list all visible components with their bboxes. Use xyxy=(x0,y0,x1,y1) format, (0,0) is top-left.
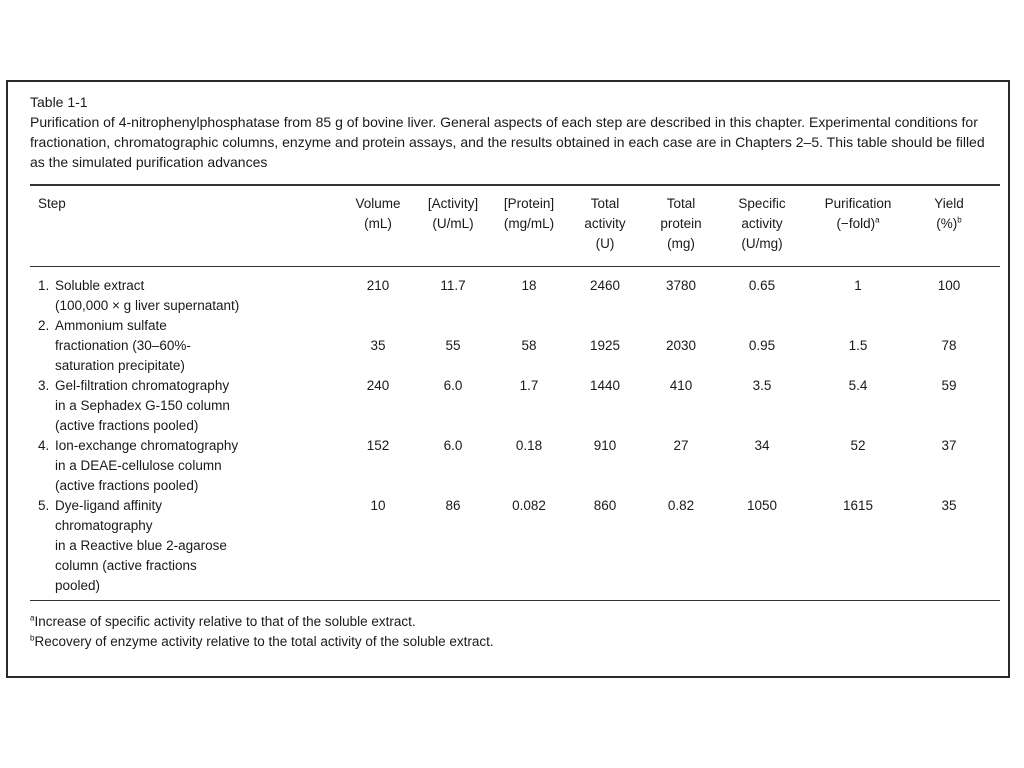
cell-purification: 1 xyxy=(854,278,862,293)
footnote-b-text: Recovery of enzyme activity relative to the total activity of the soluble extract. xyxy=(34,634,494,649)
footnote-mark-b: b xyxy=(957,215,962,225)
cell-total-activity: 2460 xyxy=(589,278,621,293)
step-number: 5. xyxy=(38,498,50,513)
step-cell xyxy=(38,316,338,376)
step-description: Ammonium sulfate fractionation (30–60%- saturation precipitate) xyxy=(55,318,191,373)
cell-volume: 35 xyxy=(370,338,386,353)
header-protein: [Protein] (mg/mL) xyxy=(503,196,555,231)
cell-volume: 210 xyxy=(366,278,390,293)
cell-activity: 11.7 xyxy=(440,278,466,293)
cell-volume: 152 xyxy=(366,438,390,453)
cell-protein: 0.18 xyxy=(515,438,543,453)
cell-protein: 0.082 xyxy=(512,498,546,513)
header-specific-activity: Specific activity (U/mg) xyxy=(738,196,786,251)
step-cell xyxy=(38,496,338,596)
step-description: Soluble extract (100,000 × g liver supernatant) xyxy=(55,278,240,313)
cell-total-protein: 2030 xyxy=(665,338,697,353)
bottom-rule xyxy=(30,600,1000,601)
header-total-protein: Total protein (mg) xyxy=(660,196,702,251)
header-yield-text: Yield (%) xyxy=(934,196,964,231)
cell-activity: 86 xyxy=(445,498,461,513)
cell-protein: 58 xyxy=(521,338,537,353)
header-purification-text: Purification (−fold) xyxy=(824,196,892,231)
footnote-b-mark: b xyxy=(30,633,35,643)
cell-specific-activity: 0.65 xyxy=(748,278,776,293)
header-yield xyxy=(914,194,984,234)
cell-activity: 6.0 xyxy=(443,378,463,393)
footnote-a-mark: a xyxy=(30,613,35,623)
step-cell xyxy=(38,376,338,436)
table-frame xyxy=(6,80,1010,678)
header-step: Step xyxy=(38,196,66,211)
cell-total-activity: 1440 xyxy=(589,378,621,393)
cell-total-protein: 410 xyxy=(669,378,693,393)
cell-specific-activity: 34 xyxy=(754,438,770,453)
step-number: 4. xyxy=(38,438,50,453)
step-description: Dye-ligand affinity chromatography in a Reactive blue 2-agarose column (active fractions pooled) xyxy=(55,498,227,593)
header-total-activity: Total activity (U) xyxy=(584,196,626,251)
step-number: 2. xyxy=(38,318,50,333)
header-purification xyxy=(808,194,908,234)
footnote-a xyxy=(30,612,416,632)
step-description: Ion-exchange chromatography in a DEAE-cellulose column (active fractions pooled) xyxy=(55,438,239,493)
footnote-b xyxy=(30,632,494,652)
cell-purification: 5.4 xyxy=(848,378,868,393)
cell-volume: 240 xyxy=(366,378,390,393)
footnote-mark-a: a xyxy=(875,215,880,225)
step-cell xyxy=(38,436,338,496)
cell-purification: 52 xyxy=(850,438,866,453)
cell-purification: 1.5 xyxy=(848,338,868,353)
cell-protein: 1.7 xyxy=(519,378,539,393)
top-rule xyxy=(30,184,1000,186)
cell-yield: 37 xyxy=(941,438,957,453)
cell-protein: 18 xyxy=(521,278,537,293)
cell-total-activity: 860 xyxy=(593,498,617,513)
header-volume: Volume (mL) xyxy=(355,196,401,231)
table-label: Table 1-1 xyxy=(30,94,88,110)
step-cell xyxy=(38,276,338,316)
cell-volume: 10 xyxy=(370,498,386,513)
cell-total-protein: 0.82 xyxy=(667,498,695,513)
cell-purification: 1615 xyxy=(842,498,874,513)
cell-specific-activity: 0.95 xyxy=(748,338,776,353)
cell-total-protein: 27 xyxy=(673,438,689,453)
cell-activity: 6.0 xyxy=(443,438,463,453)
header-activity: [Activity] (U/mL) xyxy=(427,196,479,231)
step-number: 1. xyxy=(38,278,50,293)
cell-total-activity: 910 xyxy=(593,438,617,453)
cell-total-protein: 3780 xyxy=(665,278,697,293)
cell-specific-activity: 1050 xyxy=(746,498,778,513)
header-rule xyxy=(30,266,1000,267)
footnote-a-text: Increase of specific activity relative to that of the soluble extract. xyxy=(34,614,416,629)
cell-yield: 100 xyxy=(937,278,961,293)
cell-yield: 35 xyxy=(941,498,957,513)
table-caption-text: Purification of 4-nitrophenylphosphatase from 85 g of bovine liver. General aspects of each step are described in this chapter. Experimental conditions for fractionation, chromatographic columns, enzyme and protein assays, and the results obtained in each case are in Chapters 2–5. This table should be filled as the simulated purification advances xyxy=(30,114,985,170)
cell-total-activity: 1925 xyxy=(589,338,621,353)
cell-yield: 78 xyxy=(941,338,957,353)
table-caption xyxy=(30,92,1000,172)
cell-activity: 55 xyxy=(445,338,461,353)
cell-specific-activity: 3.5 xyxy=(752,378,772,393)
step-number: 3. xyxy=(38,378,50,393)
step-description: Gel-filtration chromatography in a Sephadex G-150 column (active fractions pooled) xyxy=(55,378,230,433)
cell-yield: 59 xyxy=(941,378,957,393)
